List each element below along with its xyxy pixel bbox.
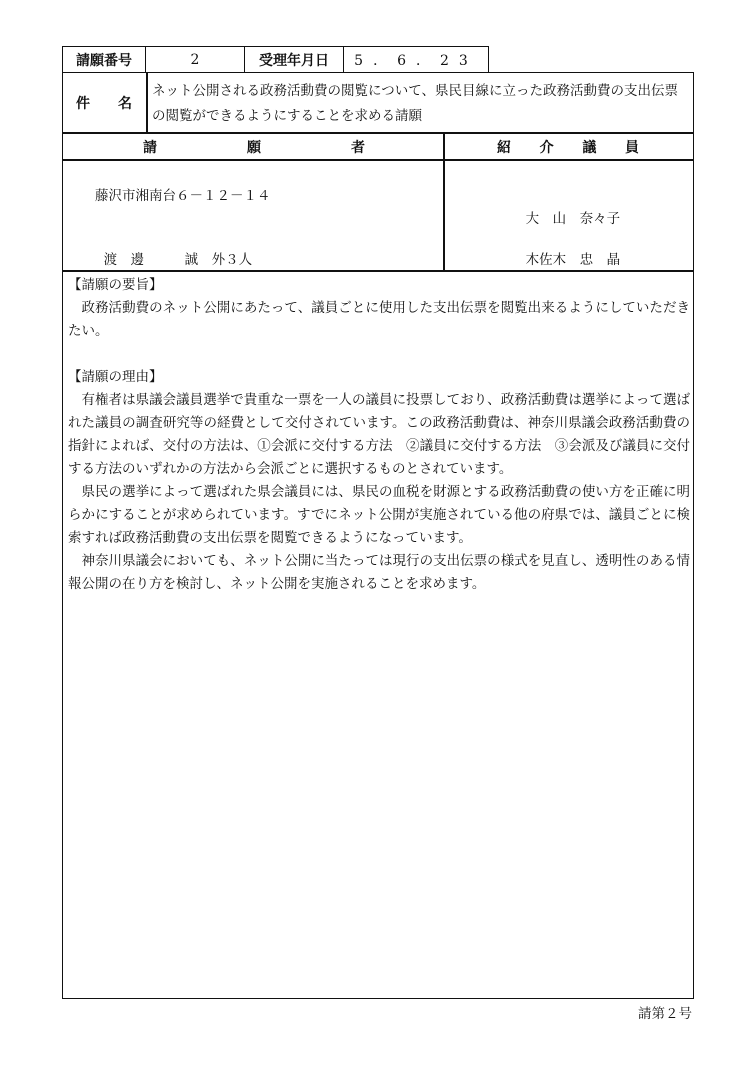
introducer-member-2	[517, 226, 677, 272]
reason-paragraph-1: 有権者は県議会議員選挙で貴重な一票を一人の議員に投票しており、政務活動費は選挙によって選ばれた議員の調査研究等の経費として交付されています。この政務活動費は、神奈川県議会政務活動費の指針によれば、交付の方法は、①会派に交付する方法 ②議員に交付する方法 ③会派及び議員に交付する方法のいずれかの方法から会派ごとに選択するものとされています。	[68, 392, 690, 477]
received-date-label-text: 受理年月日	[259, 52, 329, 69]
petitioner-header-char-2: 願	[247, 140, 261, 156]
introducers-header-char-3: 議	[582, 140, 597, 156]
petitioner-header	[143, 137, 365, 157]
introducer-member-1	[517, 185, 677, 231]
gist-paragraph-1: 政務活動費のネット公開にあたって、議員ごとに使用した支出伝票を閲覧出来るようにしていただきたい。	[68, 300, 690, 339]
petitioner-address-text: 藤沢市湘南台６－１２－１４	[95, 188, 271, 204]
introducers-header-char-1: 紹	[497, 140, 511, 156]
subject-bottom-divider	[62, 132, 694, 134]
petitioner-introducers-divider	[443, 132, 445, 271]
header-row-divider	[62, 159, 694, 161]
subject-label-char-2: 名	[118, 96, 132, 112]
petitioner-name-text: 渡 邊 誠 外３人	[103, 252, 253, 268]
petition-number-label-text: 請願番号	[76, 52, 132, 69]
introducers-header	[497, 137, 639, 157]
petition-body	[68, 274, 690, 596]
petitioner-header-char-1: 請	[143, 140, 157, 156]
subject-text	[152, 79, 690, 129]
petition-number-text: 2	[190, 51, 200, 68]
introducers-header-char-4: 員	[624, 140, 639, 156]
section-spacer	[68, 343, 690, 366]
subject-label	[76, 76, 132, 130]
subject-label-char-1: 件	[76, 96, 90, 112]
reason-paragraph-2: 県民の選挙によって選ばれた県会議員には、県民の血税を財源とする政務活動費の使い方を正確に明らかにすることが求められています。すでにネット公開が実施されている他の府県では、議員ごとに検索すれば政務活動費の支出伝票を閲覧できるようになっています。	[68, 484, 690, 546]
petitioner-header-char-3: 者	[351, 140, 365, 156]
introducer-member-2-text: 木佐木 忠 晶	[525, 252, 621, 268]
received-date-text: 5．6．23	[354, 52, 478, 69]
form-number-text: 請第２号	[638, 1006, 692, 1022]
received-date-label	[244, 46, 344, 73]
introducers-header-char-2: 介	[539, 140, 554, 156]
form-number	[600, 1002, 692, 1022]
subject-text-content: ネット公開される政務活動費の閲覧について、県民目線に立った政務活動費の支出伝票の閲覧ができるようにすることを求める請願	[152, 83, 678, 124]
gist-heading: 【請願の要旨】	[68, 277, 163, 293]
petition-number-value	[145, 46, 245, 73]
reason-heading: 【請願の理由】	[68, 369, 163, 385]
petitioner-name	[95, 226, 425, 272]
received-date-value	[343, 46, 489, 73]
introducer-member-1-text: 大 山 奈々子	[525, 211, 621, 227]
petition-number-label	[62, 46, 146, 73]
subject-label-divider	[146, 72, 148, 133]
info-bottom-divider	[62, 270, 694, 272]
reason-paragraph-3: 神奈川県議会においても、ネット公開に当たっては現行の支出伝票の様式を見直し、透明性のある情報公開の在り方を検討し、ネット公開を実施されることを求めます。	[68, 553, 690, 592]
petitioner-address	[95, 185, 425, 208]
